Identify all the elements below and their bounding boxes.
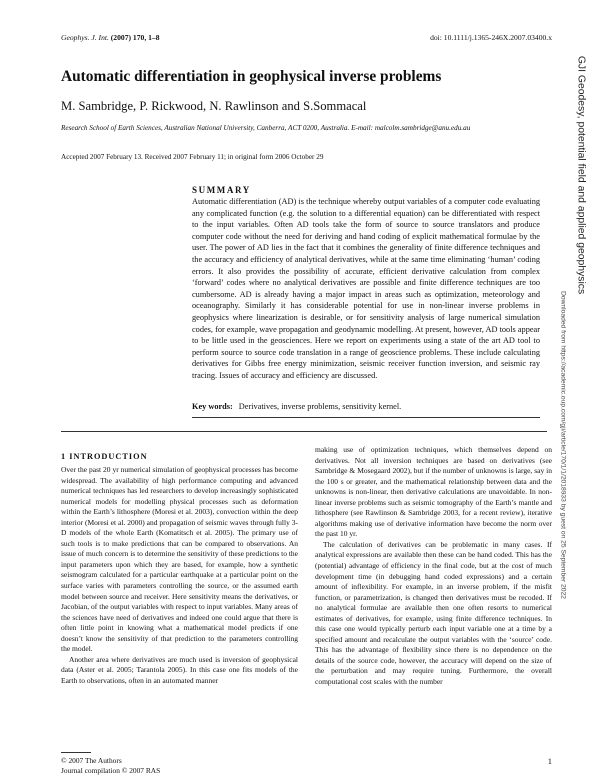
download-note-text[interactable]: Downloaded from https://academic.oup.com/gji/article/170/1/1/2018933 by guest on 25 September 2022 [559, 291, 567, 599]
page-number: 1 [547, 756, 552, 766]
divider [192, 417, 540, 418]
keywords-label: Key words: [192, 402, 233, 411]
journal-citation [61, 33, 160, 42]
keywords [192, 402, 540, 411]
footer-divider [61, 752, 91, 753]
paragraph: Over the past 20 yr numerical simulation of geophysical processes has become widespread. The availability of high performance computing and advanced numerical techniques has led researchers to develop increasingly sophisticated numerical models for modelling physical processes such as deformation within the Earth’s lithosphere (Moresi et al. 2003), convection within the deep interior (Moresi et al. 2000) and propagation of seismic waves through fully 3-D models of the whole Earth (Komatitsch et al. 2005). The primary use of such tools is to make predictions that can be compared to observations. An issue of much concern is to determine the sensitivity of these predictions to the input parameters upon which they are based, for example, how a synthetic seismogram calculated for a particular earthquake at a particular point on the surface varies with parameters controlling the source, or the assumed earth model between source and receiver. Here sensitivity means the derivatives, or Jacobian, of the output variables with respect to input variables. Many areas of the sciences have need of derivatives and indeed one could argue that there is often little point in knowing what a mathematical model predicts if one doesn’t know the sensitivity of that prediction to the parameters controlling the model. [61, 465, 298, 654]
paragraph: making use of optimization techniques, which themselves depend on derivatives. Not all inversion techniques are based on derivatives (see Sambridge & Mosegaard 2002), but if the number of unknowns is large, say in the 100 s or greater, and the mathematical relationship between data and the unknowns is non-linear, then derivative calculations are unavoidable. In non-linear inverse problems such as seismic tomography of the Earth’s mantle and lithosphere (see Rawlinson & Sambridge 2003, for a recent review), iterative algorithms making use of derivative information have become the norm over the past 10 yr. [315, 445, 552, 539]
column-left [61, 465, 298, 686]
accepted-dates: Accepted 2007 February 13. Received 2007 February 11; in original form 2006 October 29 [61, 153, 324, 161]
paragraph: Another area where derivatives are much used is inversion of geophysical data (Aster et al. 2005; Tarantola 2005). In this case one fits models of the Earth to observations, often in an automated manner [61, 654, 298, 685]
download-note [555, 245, 571, 645]
paper-title: Automatic differentiation in geophysical inverse problems [61, 68, 442, 85]
paragraph: The calculation of derivatives can be problematic in many cases. If analytical expressions are available then these can be hand coded. This has the (potential) advantage of efficiency in the final code, but at the cost of much development time (in debugging hand coded expressions) and a certain amount of inflexibility. For example, in an inverse problem, if the misfit function, or parametrization, is changed then derivatives must be recoded. If no analytical formulae are available then one often resorts to numerical estimates of derivatives, for example, using finite difference techniques. In this case one would typically perturb each input variable one at a time by a specified amount and recalculate the output variables with the ‘source’ code. This has the advantage of flexibility since there is no dependence on the details of the source code, however, the accuracy will depend on the size of the perturbation and may require tuning. Furthermore, the overall computational cost scales with the number [315, 539, 552, 687]
keywords-text: Derivatives, inverse problems, sensitivity kernel. [238, 402, 402, 411]
summary-heading: SUMMARY [192, 185, 251, 195]
column-right [315, 445, 552, 688]
section-label [573, 40, 589, 310]
copyright: © 2007 The Authors [61, 756, 122, 765]
summary-text: Automatic differentiation (AD) is the technique whereby output variables of a computer code evaluating any complicated function (e.g. the solution to a differential equation) can be differentiated with respect to the input variables. Often AD tools take the form of source to source translators and produce computer code without the need for deriving and hand coding of explicit mathematical formulae by the user. The power of AD lies in the fact that it combines the generality of finite difference techniques and the accuracy and efficiency of analytical derivatives, while at the same time eliminating ‘human’ coding errors. It also provides the possibility of accurate, efficient derivative calculation from complex ‘forward’ codes where no analytical derivatives are possible and finite difference techniques are too cumbersome. AD is already having a major impact in areas such as optimization, meteorology and oceanography. Similarly it has considerable potential for use in non-linear inverse problems in geophysics where linearization is desirable, or for sensitivity analysis of large numerical simulation codes, for example, wave propagation and geodynamic modelling. At present, however, AD tools appear to be little used in the geosciences. Here we report on experiments using a state of the art AD tool to perform source to source code translation in a range of geoscience problems. These include calculating derivatives for Gibbs free energy minimization, seismic receiver function inversion, and seismic ray tracing. Issues of accuracy and efficiency are discussed. [192, 197, 540, 380]
volume-info: (2007) 170, 1–8 [110, 33, 160, 42]
section-heading: 1 INTRODUCTION [61, 452, 148, 461]
journal-copyright: Journal compilation © 2007 RAS [61, 766, 161, 775]
divider [61, 431, 547, 432]
section-label-text: GJI Geodesy, potential field and applied geophysics [575, 55, 587, 295]
doi[interactable]: doi: 10.1111/j.1365-246X.2007.03400.x [430, 33, 552, 42]
authors: M. Sambridge, P. Rickwood, N. Rawlinson and S.Sommacal [61, 99, 367, 113]
affiliation: Research School of Earth Sciences, Australian National University, Canberra, ACT 0200, Australia. E-mail: malcolm.sambridge@anu.edu.au [61, 124, 471, 132]
journal-name: Geophys. J. Int. [61, 33, 109, 42]
side-margin [559, 40, 589, 730]
